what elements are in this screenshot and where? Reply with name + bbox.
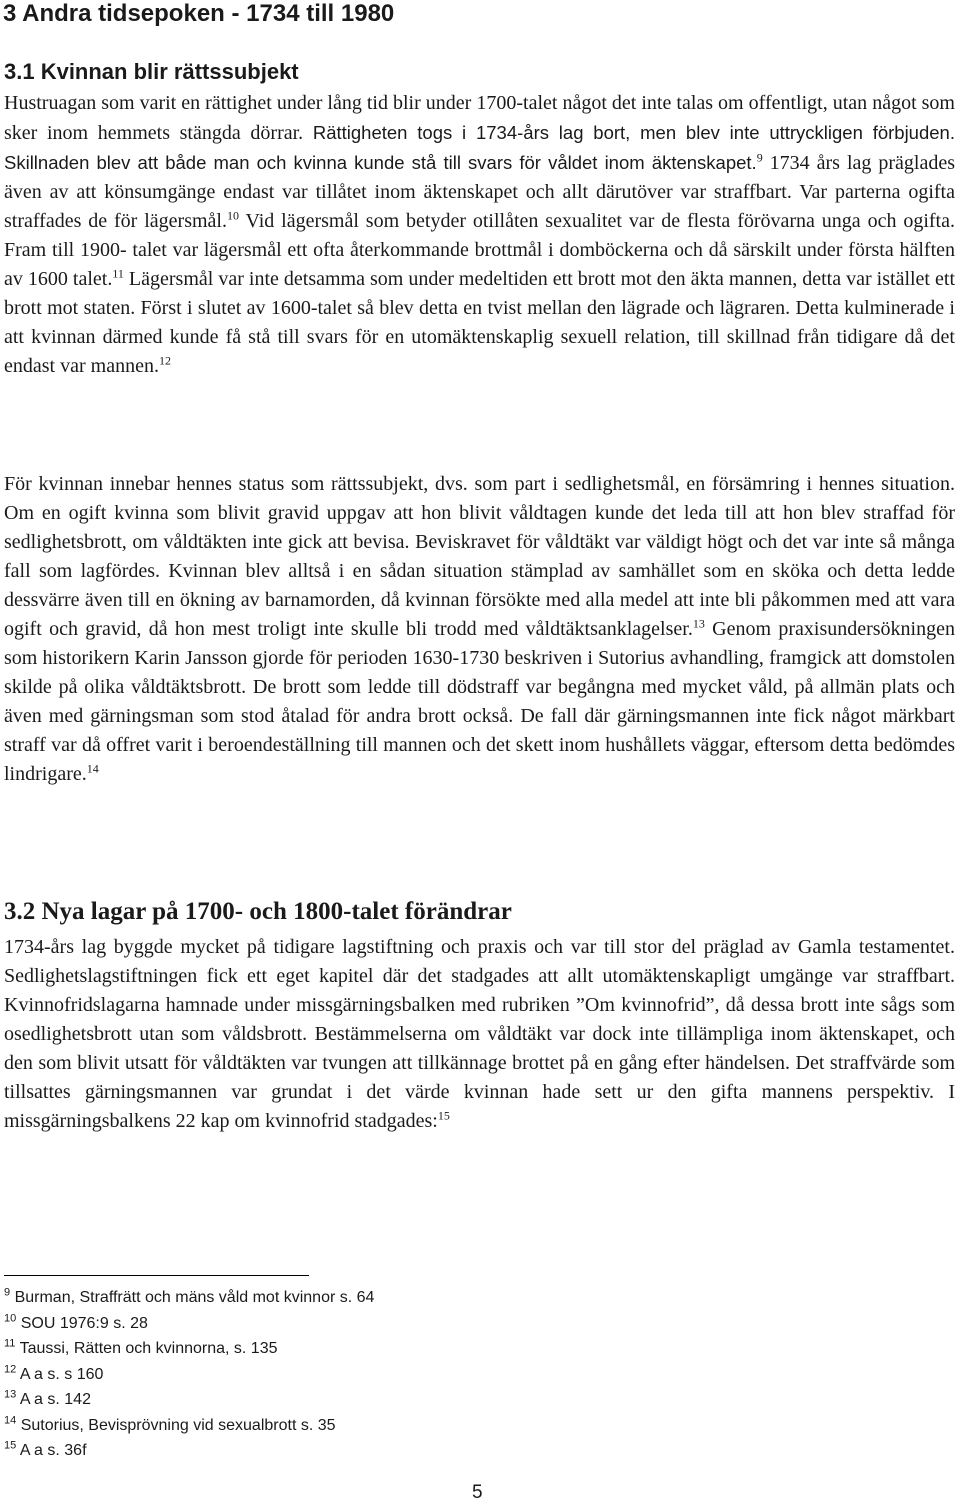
- footnote-text: Burman, Straffrätt och mäns våld mot kvinnor s. 64: [10, 1289, 375, 1306]
- footnote-item: [4, 1438, 704, 1464]
- page-number: 5: [472, 1482, 483, 1503]
- footnote-item: [4, 1336, 704, 1362]
- footnote-text: A a s. 36f: [16, 1442, 87, 1459]
- paragraph-text-run: 1734-års lag byggde mycket på tidigare lagstiftning och praxis och var till stor del präglad av Gamla testamentet. Sedlighetslagstiftningen fick ett eget kapitel där det stadgades att allt utomäktenskapligt umgänge var straffbart. Kvinnofridslagarna hamnade under missgärningsbalken med rubriken ”Om kvinnofrid”, då dessa brott inte sågs som osedlighetsbrott utan som våldsbrott. Bestämmelserna om våldtäkt var dock inte tillämpliga inom äktenskapet, och den som blivit utsatt för våldtäkten var tvungen att tillkännage brottet på en gång efter händelsen. Det straffvärde som tillsattes gärningsmannen var grundat i det värde kvinnan hade sett ur den gifta mannens perspektiv. I missgärningsbalkens 22 kap om kvinnofrid stadgades:: [4, 936, 955, 1132]
- paragraph-text-run: Rättigheten togs i 1734-års lag bort, men blev inte uttryckligen förbjuden. Skillnaden blev att både man och kvinna kunde stå till svars för våldet inom äktenskapet.: [4, 122, 955, 173]
- footnote-ref: 9: [756, 150, 763, 165]
- section-heading-3-1: 3.1 Kvinnan blir rättssubjekt: [4, 59, 299, 84]
- footnote-number: 12: [4, 1363, 17, 1376]
- footnote-number: 13: [4, 1388, 17, 1401]
- footnote-ref: 15: [437, 1108, 450, 1123]
- section-heading-3-2: 3.2 Nya lagar på 1700- och 1800-talet förändrar: [4, 898, 512, 925]
- footnote-item: [4, 1311, 704, 1337]
- footnote-text: Sutorius, Bevisprövning vid sexualbrott s. 35: [16, 1416, 336, 1434]
- paragraph-1: [4, 89, 955, 381]
- paragraph-3: [4, 933, 955, 1136]
- footnote-separator: [4, 1275, 309, 1276]
- footnote-item: [4, 1362, 704, 1388]
- footnote-number: 10: [4, 1312, 17, 1325]
- paragraph-text-run: Hustruagan som varit en rättighet under lång tid blir under 1700-talet något det inte talas om offentligt, utan något som sker inom hemmets stängda dörrar.: [4, 92, 955, 144]
- footnote-text: SOU 1976:9 s. 28: [16, 1314, 148, 1332]
- footnote-ref: 12: [158, 353, 171, 368]
- footnote-number: 15: [4, 1439, 17, 1452]
- paragraph-text-run: Lägersmål var inte detsamma som under medeltiden ett brott mot den äkta mannen, detta var istället ett brott mot staten. Först i slutet av 1600-talet så blev detta en tvist mellan den lägrade och lägraren. Detta kulminerade i att kvinnan därmed kunde få stå till svars för en utomäktenskaplig sexuell relation, till skillnad från tidigare då det endast var mannen.: [4, 268, 955, 377]
- footnote-number: 11: [4, 1337, 16, 1350]
- footnote-text: A a s. 142: [16, 1391, 91, 1408]
- footnote-ref: 10: [226, 208, 239, 223]
- footnote-ref: 11: [112, 266, 124, 281]
- footnote-ref: 13: [692, 616, 705, 631]
- footnote-text: Taussi, Rätten och kvinnorna, s. 135: [15, 1340, 278, 1357]
- paragraph-text-run: För kvinnan innebar hennes status som rättssubjekt, dvs. som part i sedlighetsmål, en försämring i hennes situation. Om en ogift kvinna som blivit gravid uppgav att hon blivit våldtagen kunde det leda till att hon blev straffad för sedlighetsbrott, om våldtäkten inte gick att bevisa. Beviskravet för våldtäkt var väldigt högt och det var inte så många fall som lagfördes. Kvinnan blev alltså i en sådan situation stämplad av samhället som en sköka och detta ledde dessvärre även till en ökning av barnamorden, då kvinnan försökte med alla medel att inte bli påkommen med att vara ogift och gravid, då hon mest troligt inte skulle bli trodd med våldtäktsanklagelser.: [4, 473, 955, 640]
- footnote-number: 9: [4, 1286, 11, 1299]
- footnote-ref: 14: [86, 761, 99, 776]
- footnote-text: A a s. s 160: [16, 1365, 104, 1383]
- footnote-item: [4, 1387, 704, 1413]
- paragraph-2: [4, 470, 955, 789]
- paragraph-text-run: 1734 års lag präglades även av att könsumgänge endast var tillåtet inom äktenskapet och allt därutöver var straffbart. Var parterna ogifta straffades de för lägersmål.: [4, 152, 955, 232]
- footnote-item: [4, 1285, 704, 1311]
- footnote-number: 14: [4, 1414, 17, 1427]
- paragraph-text-run: Vid lägersmål som betyder otillåten sexualitet var de flesta förövarna unga och ogifta. Fram till 1900- talet var lägersmål ett ofta återkommande brottmål i domböckerna och då särskilt under första hälften av 1600 talet.: [4, 210, 955, 290]
- footnote-list: [4, 1285, 704, 1464]
- footnote-item: [4, 1413, 704, 1439]
- chapter-heading: 3 Andra tidsepoken - 1734 till 1980: [3, 0, 395, 27]
- paragraph-text-run: Genom praxisundersökningen som historikern Karin Jansson gjorde för perioden 1630-1730 beskriven i Sutorius avhandling, framgick att domstolen skilde på olika våldtäktsbrott. De brott som ledde till dödstraff var begångna med mycket våld, på allmän plats och även med gärningsman som stod åtalad för andra brott också. De fall där gärningsmannen inte fick något märkbart straff var då offret varit i beroendeställning till mannen och det skett inom hushållets väggar, eftersom detta bedömdes lindrigare.: [4, 618, 955, 785]
